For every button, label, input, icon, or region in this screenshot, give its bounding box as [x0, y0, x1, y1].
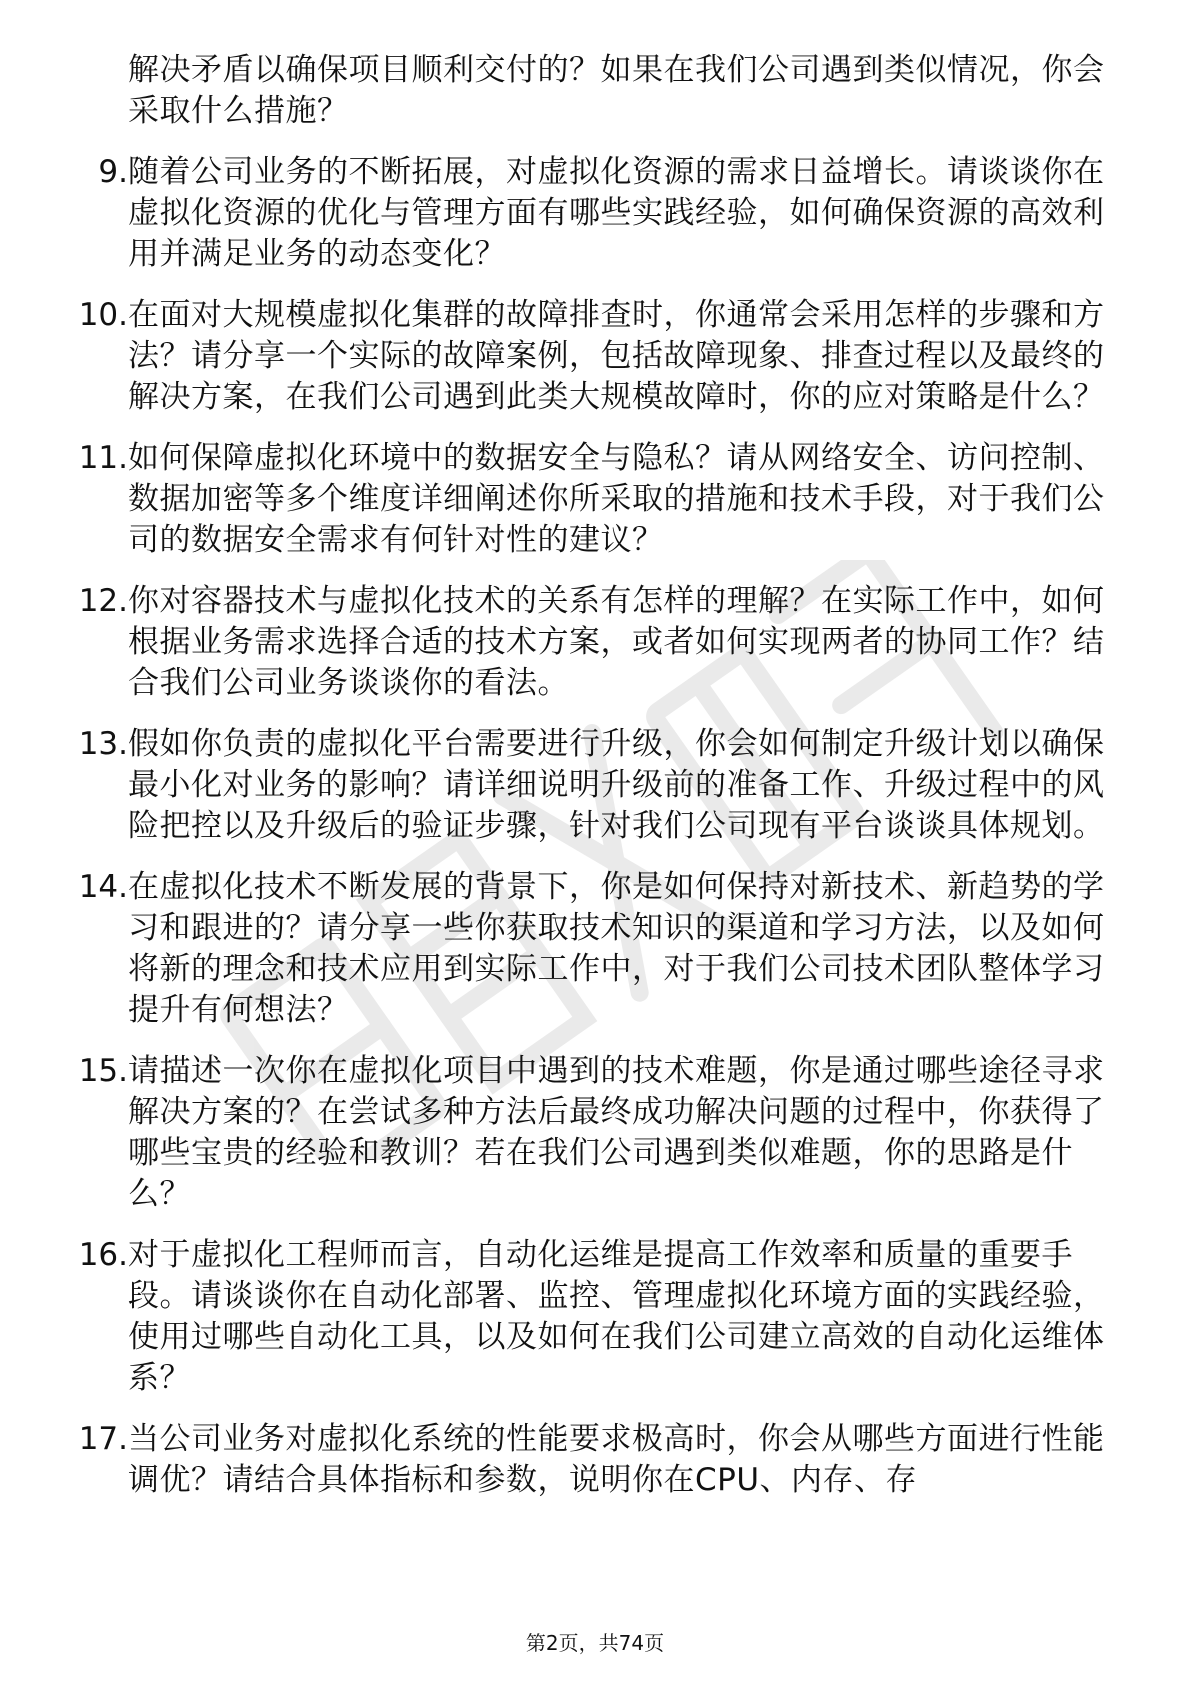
- item-number: 12.: [78, 583, 128, 619]
- item-number: 9.: [98, 154, 128, 190]
- item-text: 假如你负责的虚拟化平台需要进行升级，你会如何制定升级计划以确保最小化对业务的影响？请详细说明升级前的准备工作、升级过程中的风险把控以及升级后的验证步骤，针对我们公司现有平台谈谈具体规划。: [128, 726, 1105, 844]
- list-item: [0, 295, 1190, 418]
- item-number: 13.: [78, 726, 128, 762]
- item-text: 你对容器技术与虚拟化技术的关系有怎样的理解？在实际工作中，如何根据业务需求选择合适的技术方案，或者如何实现两者的协同工作？结合我们公司业务谈谈你的看法。: [128, 583, 1105, 701]
- item-number: 14.: [78, 869, 128, 905]
- item-text: 对于虚拟化工程师而言，自动化运维是提高工作效率和质量的重要手段。请谈谈你在自动化部署、监控、管理虚拟化环境方面的实践经验，使用过哪些自动化工具，以及如何在我们公司建立高效的自动化运维体系？: [128, 1237, 1105, 1396]
- list-item: [0, 1235, 1190, 1399]
- item-text: 在面对大规模虚拟化集群的故障排查时，你通常会采用怎样的步骤和方法？请分享一个实际的故障案例，包括故障现象、排查过程以及最终的解决方案，在我们公司遇到此类大规模故障时，你的应对策略是什么？: [128, 297, 1105, 415]
- list-item: [0, 867, 1190, 1031]
- item-number: 10.: [78, 297, 128, 333]
- list-item: [0, 50, 1190, 132]
- item-number: 17.: [78, 1421, 128, 1457]
- item-text: 解决矛盾以确保项目顺利交付的？如果在我们公司遇到类似情况，你会采取什么措施？: [128, 52, 1105, 129]
- list-item: [0, 438, 1190, 561]
- list-item: [0, 581, 1190, 704]
- list-item: [0, 1419, 1190, 1501]
- item-number: 11.: [78, 440, 128, 476]
- item-text: 如何保障虚拟化环境中的数据安全与隐私？请从网络安全、访问控制、数据加密等多个维度详细阐述你所采取的措施和技术手段，对于我们公司的数据安全需求有何针对性的建议？: [128, 440, 1105, 558]
- question-list: [0, 50, 1190, 1521]
- item-text: 随着公司业务的不断拓展，对虚拟化资源的需求日益增长。请谈谈你在虚拟化资源的优化与管理方面有哪些实践经验，如何确保资源的高效利用并满足业务的动态变化？: [128, 154, 1105, 272]
- list-item: [0, 1051, 1190, 1215]
- item-text: 当公司业务对虚拟化系统的性能要求极高时，你会从哪些方面进行性能调优？请结合具体指标和参数，说明你在CPU、内存、存: [128, 1421, 1105, 1498]
- list-item: [0, 152, 1190, 275]
- item-text: 请描述一次你在虚拟化项目中遇到的技术难题，你是通过哪些途径寻求解决方案的？在尝试多种方法后最终成功解决问题的过程中，你获得了哪些宝贵的经验和教训？若在我们公司遇到类似难题，你的思路是什么？: [128, 1053, 1105, 1212]
- item-number: 15.: [78, 1053, 128, 1089]
- item-text: 在虚拟化技术不断发展的背景下，你是如何保持对新技术、新趋势的学习和跟进的？请分享一些你获取技术知识的渠道和学习方法，以及如何将新的理念和技术应用到实际工作中，对于我们公司技术团队整体学习提升有何想法？: [128, 869, 1105, 1028]
- item-number: 16.: [78, 1237, 128, 1273]
- page-number: 第2页，共74页: [525, 1631, 665, 1655]
- list-item: [0, 724, 1190, 847]
